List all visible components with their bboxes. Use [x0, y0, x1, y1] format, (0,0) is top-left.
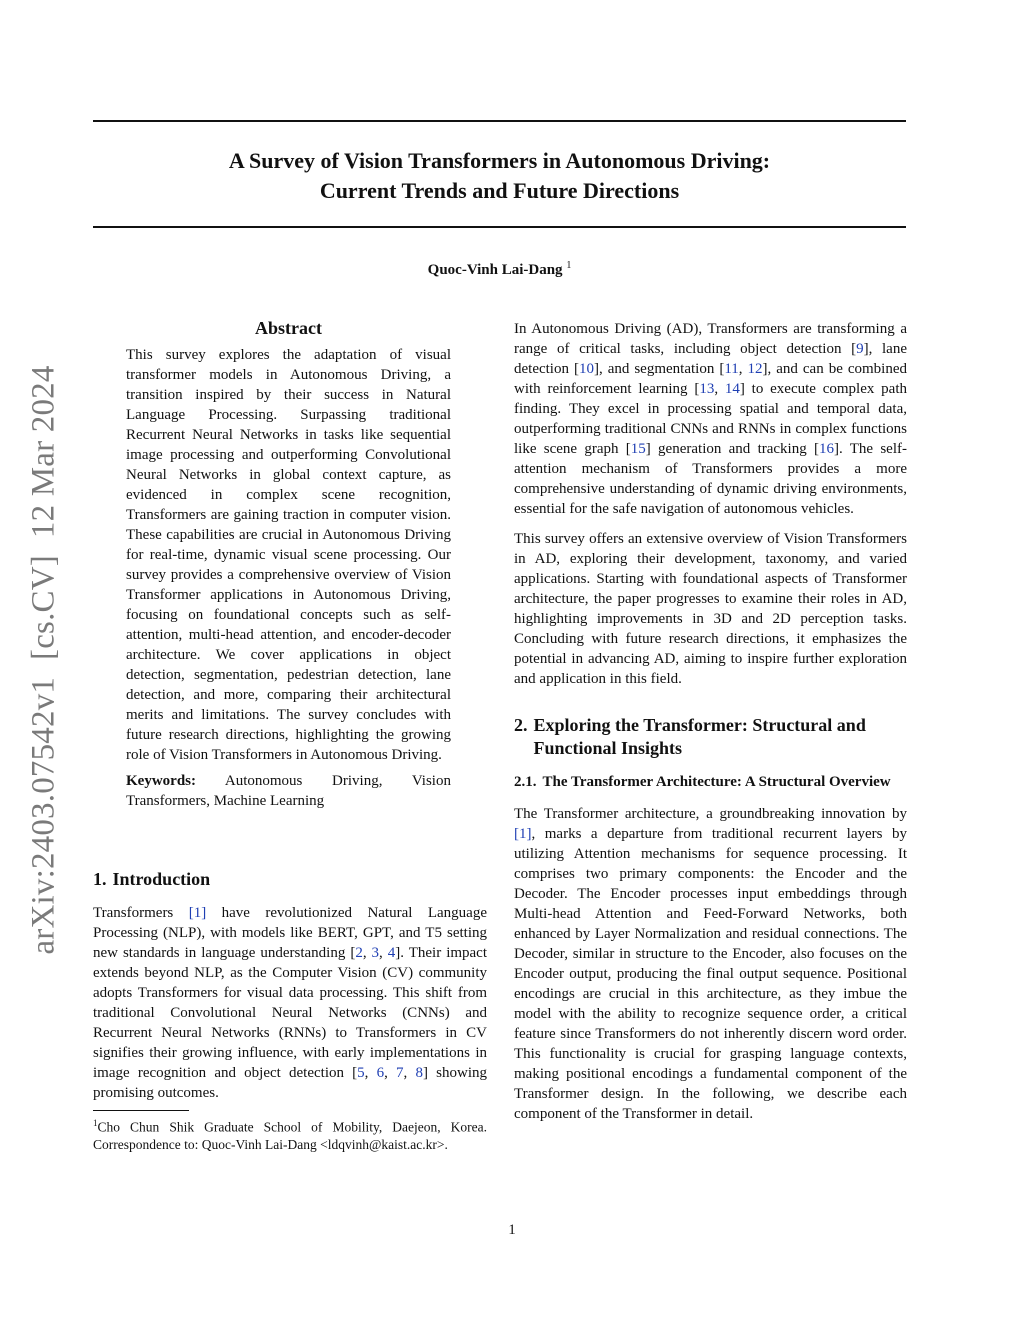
- citation-link[interactable]: 6: [376, 1065, 385, 1081]
- citation-link[interactable]: 2: [355, 945, 363, 961]
- right-column: [514, 319, 907, 1124]
- introduction-paragraph: Transformers [1] have revolutionized Natural Language Processing (NLP), with models like BERT, GPT, and T5 setting new standards in language understanding [2, 3, 4]. Their impact extends beyond NLP, as the Computer Vision (CV) community adopts Transformers for visual data processing. This shift from traditional Convolutional Neural Networks (CNNs) and Recurrent Neural Networks (RNNs) to Transformers in CV signifies their growing influence, with early implementations in image recognition and object detection [5, 6, 7, 8] showing promising outcomes.: [93, 905, 488, 1101]
- keywords-line: [126, 771, 451, 811]
- section-number: 2.: [514, 715, 528, 735]
- citation-link[interactable]: 13: [699, 381, 715, 397]
- citation-link[interactable]: 11: [724, 361, 739, 377]
- citation-link[interactable]: 7: [396, 1065, 404, 1081]
- section-number: 1.: [93, 869, 107, 889]
- abstract-section: [126, 318, 451, 811]
- title-line-2: Current Trends and Future Directions: [319, 178, 680, 203]
- introduction-heading: [93, 868, 487, 891]
- section-2-heading: [514, 714, 907, 760]
- author-name: Quoc-Vinh Lai-Dang: [427, 262, 563, 278]
- footnote: [93, 1115, 487, 1153]
- citation-link[interactable]: 15: [630, 441, 646, 457]
- footnote-rule: [93, 1110, 189, 1111]
- subsection-2-1-heading: [514, 772, 907, 792]
- footnote-text: Cho Chun Shik Graduate School of Mobility, Daejeon, Korea. Correspondence to: Quoc-Vinh Lai-Dang <ldqvinh@kaist.ac.kr>.: [93, 1119, 487, 1152]
- footnote-mark: 1: [93, 1118, 98, 1128]
- survey-overview-paragraph: This survey offers an extensive overview of Vision Transformers in AD, exploring their development, taxonomy, and varied applications. Starting with foundational aspects of Transformer architecture, the paper progresses to examine their roles in AD, highlighting improvements in 3D and 2D perception tasks. Concluding with future research directions, it emphasizes the potential in advancing AD, aiming to inspire further exploration and application in this field.: [514, 531, 907, 687]
- transformer-architecture-paragraph: The Transformer architecture, a groundbreaking innovation by [1], marks a departure from traditional recurrent layers by utilizing Attention mechanisms for sequence processing. It comprises two primary components: the Encoder and the Decoder. The Encoder processes input embeddings through Multi-head Attention and Feed-Forward Networks, both enhanced by Layer Normalization and residual connections. The Decoder, similar in structure to the Encoder, also focuses on the Encoder output, producing the final output sequence. Positional encodings are crucial in this architecture, as they imbue the model with the ability to recognize sequence order, a critical feature since Transformers do not inherently discern word order. This functionality is crucial for grasping language contexts, making positional encodings a fundamental component of the Transformer design. In the following, we describe each component of the Transformer in detail.: [514, 806, 907, 1122]
- citation-link[interactable]: 10: [578, 361, 594, 377]
- keywords-label: Keywords:: [126, 773, 196, 789]
- introduction-section: [93, 868, 487, 1103]
- citation-link[interactable]: 14: [724, 381, 740, 397]
- page-number: 1: [508, 1222, 516, 1238]
- subsection-number: 2.1.: [514, 774, 537, 790]
- abstract-text: This survey explores the adaptation of visual transformer models in Autonomous Driving, a transition inspired by their success in Natural Language Processing. Surpassing traditional Recurrent Neural Networks in tasks like sequential image processing and outperforming Convolutional Neural Networks in global context capture, as evidenced in complex scene recognition, Transformers are gaining traction in computer vision. These capabilities are crucial in Autonomous Driving for real-time, dynamic visual scene processing. Our survey provides a comprehensive overview of Vision Transformer applications in Autonomous Driving, focusing on foundational concepts such as self-attention, multi-head attention, and encoder-decoder architecture. We cover applications in object detection, segmentation, pedestrian detection, lane detection, and more, comparing their architectural merits and limitations. The survey concludes with future research directions, highlighting the growing role of Vision Transformers in Autonomous Driving.: [126, 347, 451, 763]
- citation-link[interactable]: [1]: [188, 905, 207, 921]
- citation-link[interactable]: 12: [747, 361, 763, 377]
- section-title: Introduction: [112, 869, 211, 889]
- title-line-1: A Survey of Vision Transformers in Autonomous Driving:: [228, 148, 771, 173]
- citation-link[interactable]: 5: [357, 1065, 365, 1081]
- arxiv-sidebar: [4, 365, 84, 955]
- citation-link[interactable]: 3: [371, 945, 380, 961]
- citation-link[interactable]: 9: [856, 341, 864, 357]
- paper-title: [93, 146, 906, 206]
- author-affiliation-mark: 1: [566, 260, 572, 271]
- section-title: Exploring the Transformer: Structural and Functional Insights: [533, 715, 866, 758]
- citation-link[interactable]: 8: [415, 1065, 423, 1081]
- citation-link[interactable]: [1]: [514, 826, 532, 842]
- arxiv-identifier: arXiv:2403.07542v1 [cs.CV] 12 Mar 2024: [25, 365, 62, 955]
- author-line: [93, 260, 906, 279]
- abstract-heading: Abstract: [255, 318, 322, 338]
- top-rule: [93, 120, 906, 122]
- citation-link[interactable]: 16: [818, 441, 834, 457]
- title-bottom-rule: [93, 226, 906, 228]
- subsection-title: The Transformer Architecture: A Structural Overview: [542, 774, 891, 790]
- citation-link[interactable]: 4: [387, 945, 396, 961]
- keywords-text: Autonomous Driving, Vision Transformers, Machine Learning: [126, 773, 451, 809]
- ad-transformers-paragraph: In Autonomous Driving (AD), Transformers are transforming a range of critical tasks, including object detection [9], lane detection [10], and segmentation [11, 12], and can be combined with reinforcement learning [13, 14] to execute complex path finding. They excel in processing spatial and temporal data, outperforming traditional CNNs and RNNs in complex functions like scene graph [15] generation and tracking [16]. The self-attention mechanism of Transformers provides a more comprehensive understanding of dynamic driving environments, essential for the safe navigation of autonomous vehicles.: [514, 321, 907, 517]
